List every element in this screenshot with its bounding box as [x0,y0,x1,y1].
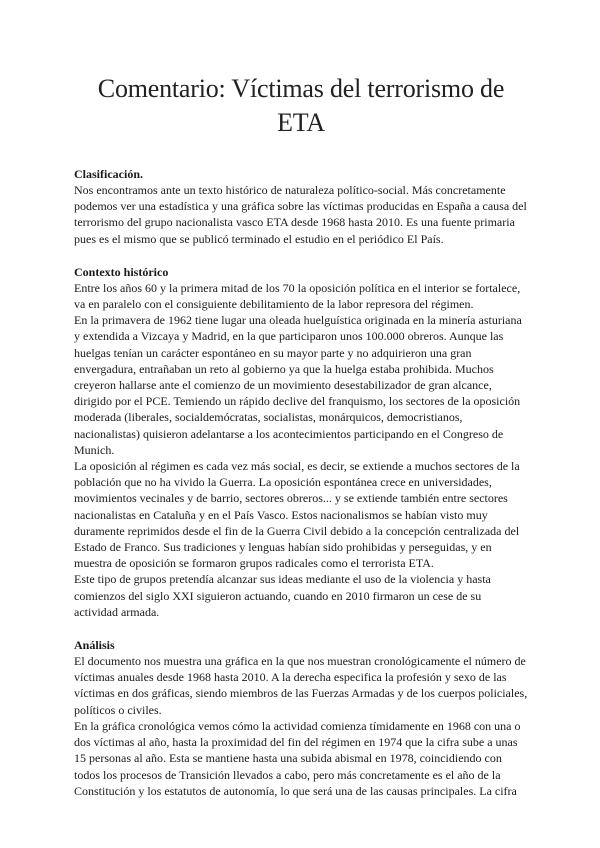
section-heading: Clasificación. [74,167,143,181]
section-heading: Análisis [74,638,115,653]
paragraph: La oposición al régimen es cada vez más social, es decir, se extiende a muchos sectores de la población que no ha vivido la Guerra. La oposición espontánea crece en universidades, movimientos vecinales y de barrio, sectores obreros... y se extiende también entre sectores nacionalistas en Cataluña y en el País Vasco. Estos nacionalismos se habían visto muy duramente reprimidos desde el fin de la Guerra Civil debido a la concepción centralizada del Estado de Franco. Sus tradiciones y lenguas habían sido prohibidas y perseguidas, y en muestra de oposición se formaron grupos radicales como el terrorista ETA. [74,459,520,571]
paragraph: En la gráfica cronológica vemos cómo la actividad comienza tímidamente en 1968 con una o dos víctimas al año, hasta la proximidad del fin del régimen en 1974 que la cifra sube a unas 15 personas al año. Esta se mantiene hasta una subida abismal en 1978, coincidiendo con todos los procesos de Transición llevados a cabo, pero más concretamente es el año de la Constitución y los estatutos de autonomía, lo que será una de las causas principales. La cifra [74,718,521,798]
paragraph: En la primavera de 1962 tiene lugar una oleada huelguística originada en la minería asturiana y extendida a Vizcaya y Madrid, en la que participaron unos 100.000 obreros. Aunque las huelgas tenían un carácter espontáneo en su mayor parte y no adquirieron una gran envergadura, entrañaban un reto al gobierno ya que la huelga estaba prohibida. Muchos creyeron hallarse ante el comienzo de un movimiento desestabilizador de gran alcance, dirigido por el PCE. Temiendo un rápido declive del franquismo, los sectores de la oposición moderada (liberales, socialdemócratas, socialistas, monárquicos, democristianos, nacionalistas) quisieron adelantarse a los acontecimientos participando en el Congreso de Munich. [74,313,522,457]
page-title: Comentario: Víctimas del terrorismo de ETA [97,74,505,137]
section-clasificacion [74,166,528,247]
paragraph: Este tipo de grupos pretendía alcanzar sus ideas mediante el uso de la violencia y hasta comienzos del siglo XXI siguieron actuando, cuando en 2010 firmaron un cese de su actividad armada. [74,572,491,619]
section-analisis [74,637,528,799]
paragraph: Nos encontramos ante un texto histórico de naturaleza político-social. Más concretamente podemos ver una estadística y una gráfica sobre las víctimas producidas en España a causa del terrorismo del grupo nacionalista vasco ETA desde 1968 hasta 2010. Es una fuente primaria pues es el mismo que se publicó terminado el estudio en el periódico El País. [74,183,527,246]
paragraph: Entre los años 60 y la primera mitad de los 70 la oposición política en el interior se fortalece, va en paralelo con el consiguiente debilitamiento de la labor represora del régimen. [74,280,521,312]
section-heading: Contexto histórico [74,264,169,279]
paragraph: El documento nos muestra una gráfica en la que nos muestran cronológicamente el número de víctimas anuales desde 1968 hasta 2010. A la derecha especifica la profesión y sexo de las víctimas en dos gráficas, siendo miembros de las Fuerzas Armadas y de los cuerpos policiales, políticos o civiles. [74,654,528,717]
section-contexto-historico [74,264,528,620]
